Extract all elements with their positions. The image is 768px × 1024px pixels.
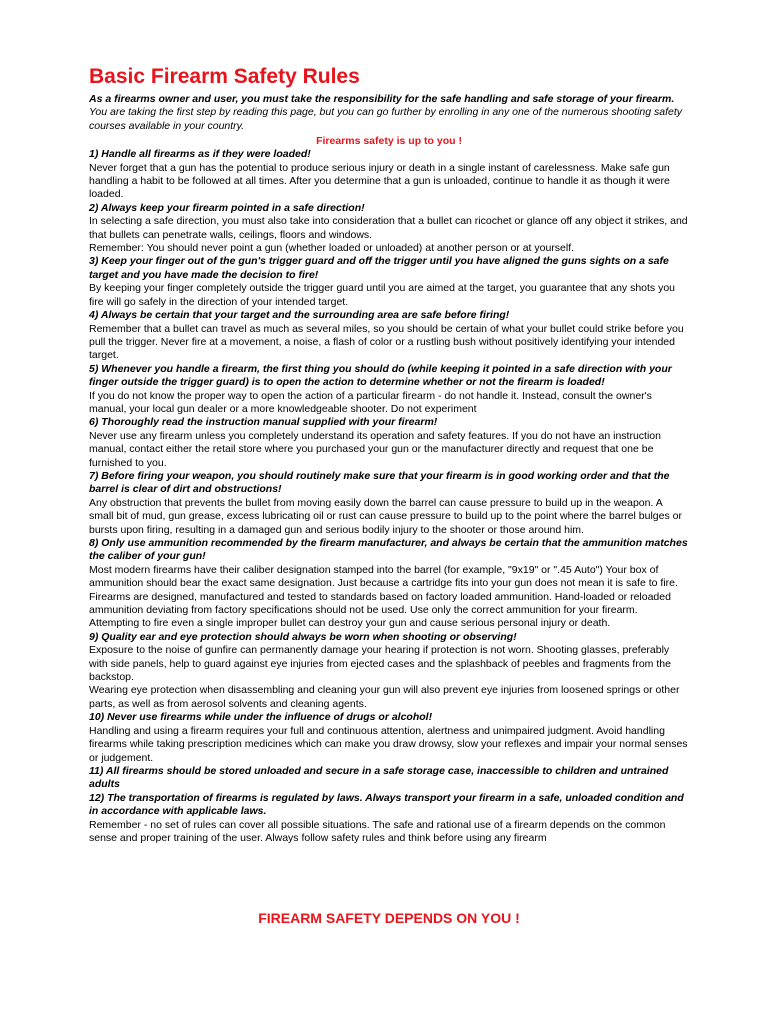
document — [89, 64, 689, 845]
rule-paragraph: If you do not know the proper way to open the action of a particular firearm - do not handle it. Instead, consult the owner's manual, your local gun dealer or a more knowledgeable shooter. Do not experiment — [89, 389, 652, 415]
rule-heading: 7) Before firing your weapon, you should routinely make sure that your firearm is in good working order and that the barrel is clear of dirt and obstructions! — [89, 469, 670, 496]
intro-note: You are taking the first step by reading this page, but you can go further by enrolling in any one of the numerous shooting safety courses available in your country. — [89, 106, 683, 132]
rule-block — [89, 148, 689, 202]
rule-heading: 6) Thoroughly read the instruction manual supplied with your firearm! — [89, 416, 438, 429]
rule-block — [89, 711, 689, 765]
rule-heading: 1) Handle all firearms as if they were loaded! — [89, 148, 311, 161]
rule-block — [89, 416, 689, 470]
rules-list — [89, 148, 689, 845]
rule-block — [89, 537, 689, 631]
rule-paragraph: Exposure to the noise of gunfire can permanently damage your hearing if protection is not worn. Shooting glasses, preferably with side panels, help to guard against eye injuries from ejected cases and the splashback of peebles and fragments from the backstop. — [89, 644, 671, 684]
rule-paragraph: Remember: You should never point a gun (whether loaded or unloaded) at another person or at yourself. — [89, 242, 575, 255]
intro-statement: As a firearms owner and user, you must take the responsibility for the safe handling and safe storage of your firearm. — [89, 93, 675, 105]
rule-heading: 5) Whenever you handle a firearm, the first thing you should do (while keeping it pointed in a safe direction with your finger outside the trigger guard) is to open the action to determine whether or not the firearm is loaded! — [89, 362, 672, 389]
rule-heading: 4) Always be certain that your target and the surrounding area are safe before firing! — [89, 309, 510, 322]
rule-heading: 12) The transportation of firearms is regulated by laws. Always transport your firearm in a safe, unloaded condition and in accordance with applicable laws. — [89, 791, 684, 818]
rule-block — [89, 470, 689, 537]
rule-block — [89, 631, 689, 711]
rule-heading: 9) Quality ear and eye protection should always be worn when shooting or observing! — [89, 630, 517, 643]
rule-heading: 10) Never use firearms while under the influence of drugs or alcohol! — [89, 711, 433, 724]
rule-block — [89, 255, 689, 309]
tagline: Firearms safety is up to you ! — [316, 135, 462, 148]
rule-paragraph: Never forget that a gun has the potential to produce serious injury or death in a single instant of carelessness. Make safe gun handling a habit to be followed at all times. After you determine that a gun is unloaded, continue to handle it as though it were loaded. — [89, 161, 670, 201]
rule-heading: 3) Keep your finger out of the gun's trigger guard and off the trigger until you have aligned the guns sights on a safe target and you have made the decision to fire! — [89, 255, 669, 281]
rule-paragraph: Wearing eye protection when disassembling and cleaning your gun will also prevent eye injuries from loosened springs or other parts, as well as from aerosol solvents and cleaning agents. — [89, 684, 680, 710]
rule-paragraph: Remember - no set of rules can cover all possible situations. The safe and rational use of a firearm depends on the common sense and proper training of the user. Always follow safety rules and think before using any firearm — [89, 818, 666, 844]
rule-paragraph: Never use any firearm unless you completely understand its operation and safety features. If you do not have an instruction manual, contact either the retail store where you purchased your gun or the manufacturer directly and request that one be furnished to you. — [89, 429, 661, 469]
rule-paragraph: By keeping your finger completely outside the trigger guard until you are aimed at the target, you guarantee that any shots you fire will go safely in the direction of your intended target. — [89, 282, 676, 308]
rule-heading: 8) Only use ammunition recommended by the firearm manufacturer, and always be certain that the ammunition matches the caliber of your gun! — [89, 537, 688, 563]
rule-block — [89, 202, 689, 256]
rule-paragraph: Any obstruction that prevents the bullet from moving easily down the barrel can cause pressure to build up in the weapon. A small bit of mud, gun grease, excess lubricating oil or rust can cause pressure to build up to the point where the barrel bulges or bursts upon firing, resulting in a damaged gun and serious bodily injury to the shooter or those around him. — [89, 496, 682, 536]
rule-paragraph: Most modern firearms have their caliber designation stamped into the barrel (for example, "9x19" or ".45 Auto") Your box of ammunition should bear the exact same designation. Just because a cartridge fits into your gun does not mean it is safe to fire. Firearms are designed, manufactured and tested to standards based on factory loaded ammunition. Hand-loaded or reloaded ammunition deviating from factory specifications should not be used. Use only the correct ammunition for your firearm. Attempting to fire even a single improper bullet can destroy your gun and cause serious personal injury or death. — [89, 563, 678, 630]
rule-block — [89, 765, 689, 792]
closing-banner: FIREARM SAFETY DEPENDS ON YOU ! — [258, 910, 520, 926]
rule-block — [89, 792, 689, 846]
rule-heading: 2) Always keep your firearm pointed in a safe direction! — [89, 201, 365, 214]
rule-block — [89, 309, 689, 363]
rule-block — [89, 363, 689, 417]
rule-paragraph: Remember that a bullet can travel as much as several miles, so you should be certain of what your bullet could strike before you pull the trigger. Never fire at a movement, a noise, a flash of color or a rustling bush without positively identifying your intended target. — [89, 322, 684, 362]
page-title: Basic Firearm Safety Rules — [89, 65, 360, 88]
rule-paragraph: Handling and using a firearm requires your full and continuous attention, alertness and unimpaired judgment. Avoid handling firearms while taking prescription medicines which can make you draw drowsy, slow your reflexes and impair your normal senses or judgement. — [89, 724, 688, 764]
rule-paragraph: In selecting a safe direction, you must also take into consideration that a bullet can ricochet or glance off any object it strikes, and that bullets can penetrate walls, ceilings, floors and windows. — [89, 215, 688, 241]
rule-heading: 11) All firearms should be stored unloaded and secure in a safe storage case, inaccessible to children and untrained adults — [89, 764, 669, 791]
